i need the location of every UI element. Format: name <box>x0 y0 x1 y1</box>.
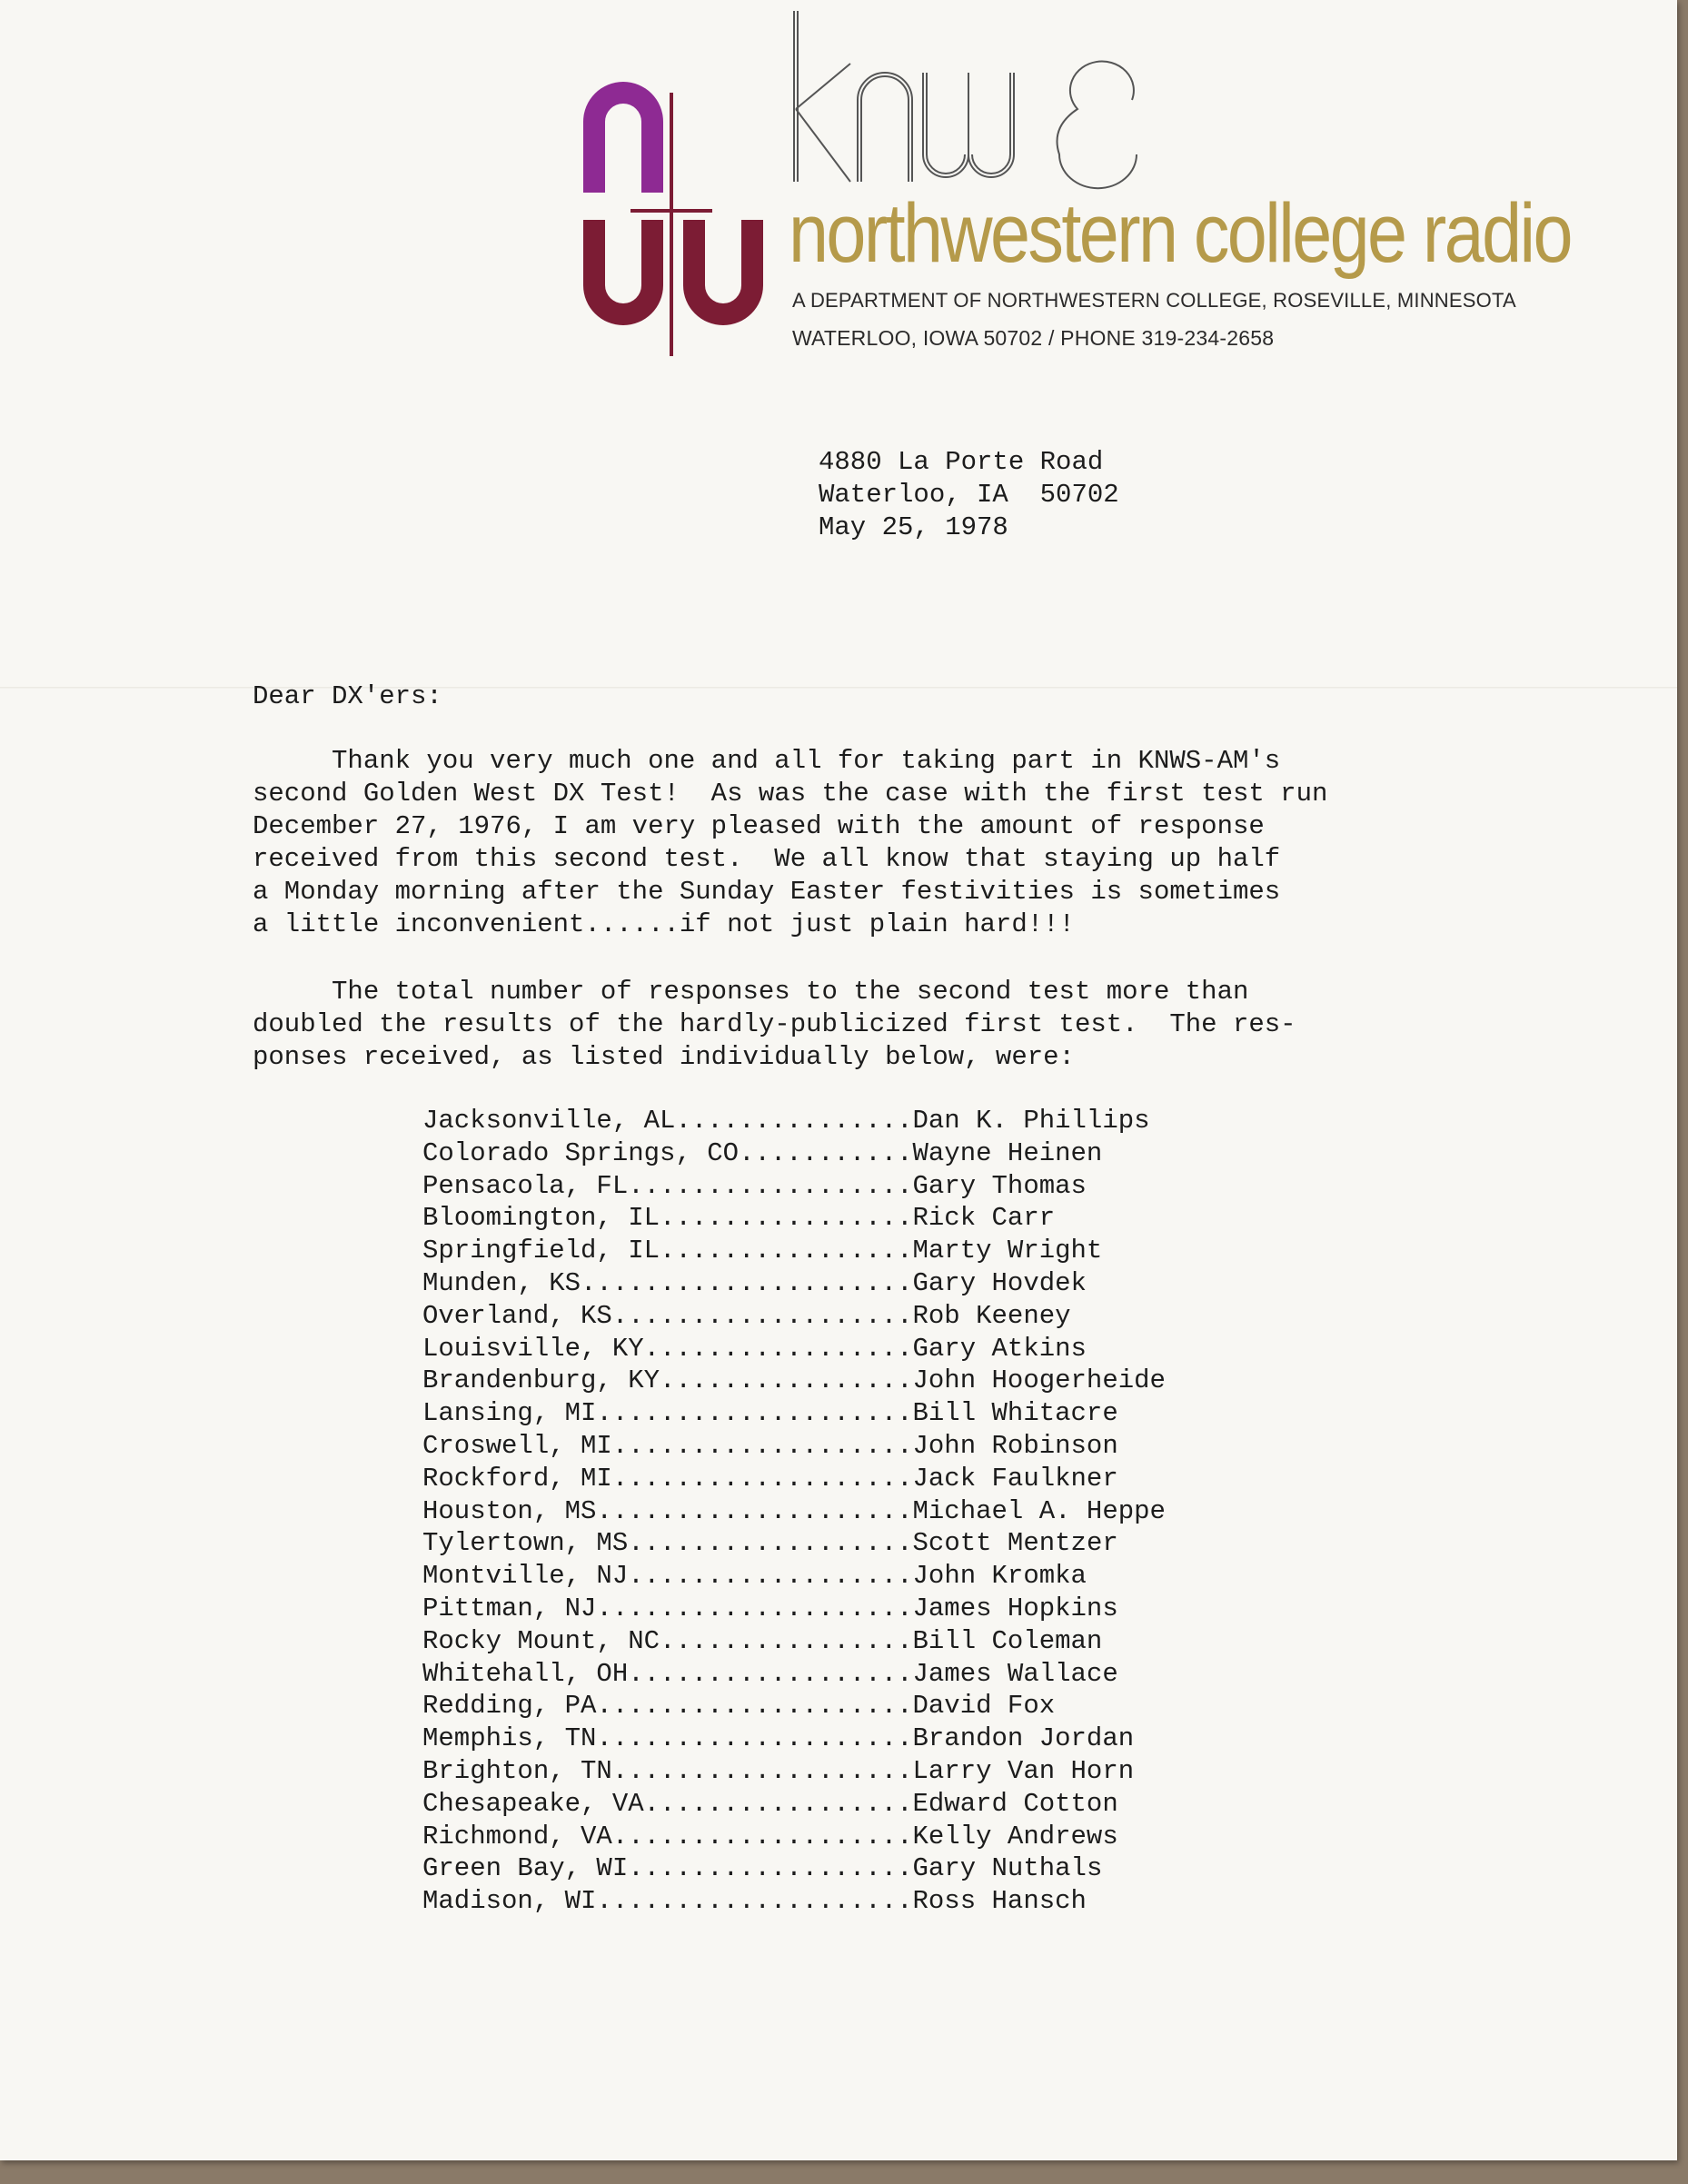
list-item <box>422 1300 1166 1333</box>
paragraph-line: Thank you very much one and all for taking part in KNWS-AM's <box>253 746 1281 776</box>
response-location: Springfield, IL <box>422 1236 660 1266</box>
dot-leader: .................. <box>628 1853 913 1884</box>
response-name: Gary Thomas <box>912 1170 1087 1201</box>
list-item <box>422 1202 1166 1235</box>
response-location: Overland, KS <box>422 1300 612 1331</box>
response-name: Dan K. Phillips <box>912 1106 1150 1136</box>
response-name: Ross Hansch <box>912 1886 1087 1917</box>
dot-leader: .................. <box>628 1561 913 1592</box>
dot-leader: ................... <box>611 1463 913 1494</box>
dot-leader: .................... <box>596 1723 913 1754</box>
salutation: Dear DX'ers: <box>253 681 442 711</box>
response-name: James Hopkins <box>912 1593 1118 1623</box>
list-item <box>422 1722 1166 1755</box>
response-name: Kelly Andrews <box>912 1821 1118 1851</box>
response-location: Memphis, TN <box>422 1723 597 1754</box>
dot-leader: .................... <box>596 1886 913 1917</box>
list-item <box>422 1755 1166 1788</box>
dot-leader: ................. <box>643 1333 913 1364</box>
dot-leader: ................... <box>611 1755 913 1786</box>
return-street: 4880 La Porte Road <box>819 447 1104 477</box>
dot-leader: ................... <box>611 1430 913 1461</box>
response-name: Gary Atkins <box>912 1333 1087 1364</box>
paragraph-2 <box>253 976 1296 1074</box>
list-item <box>422 1821 1166 1853</box>
department-line: A DEPARTMENT OF NORTHWESTERN COLLEGE, ROSEVILLE, MINNESOTA <box>792 289 1516 312</box>
response-location: Jacksonville, AL <box>422 1106 676 1136</box>
knws-wordmark <box>787 9 1150 191</box>
response-name: Marty Wright <box>912 1236 1103 1266</box>
list-item <box>422 1658 1166 1691</box>
northwestern-college-logo <box>578 74 769 356</box>
response-name: Rick Carr <box>912 1203 1056 1234</box>
station-name: northwestern college radio <box>789 187 1571 280</box>
response-name: Edward Cotton <box>912 1788 1118 1819</box>
response-name: Larry Van Horn <box>912 1755 1135 1786</box>
paragraph-line: doubled the results of the hardly-publicized first test. The res- <box>253 1009 1296 1039</box>
response-name: John Kromka <box>912 1561 1087 1592</box>
response-location: Brandenburg, KY <box>422 1365 660 1396</box>
response-location: Redding, PA <box>422 1691 597 1722</box>
response-name: Wayne Heinen <box>912 1137 1103 1168</box>
dot-leader: ................ <box>660 1236 913 1266</box>
response-list <box>422 1105 1166 1918</box>
response-location: Rockford, MI <box>422 1463 612 1494</box>
dot-leader: .................... <box>596 1691 913 1722</box>
dot-leader: .................... <box>596 1398 913 1429</box>
list-item <box>422 1560 1166 1593</box>
response-name: John Robinson <box>912 1430 1118 1461</box>
list-item <box>422 1885 1166 1918</box>
list-item <box>422 1137 1166 1170</box>
response-location: Bloomington, IL <box>422 1203 660 1234</box>
dot-leader: ..................... <box>581 1267 913 1298</box>
response-name: Brandon Jordan <box>912 1723 1135 1754</box>
list-item <box>422 1788 1166 1821</box>
dot-leader: ................ <box>660 1365 913 1396</box>
paragraph-line: ponses received, as listed individually below, were: <box>253 1042 1075 1072</box>
list-item <box>422 1333 1166 1365</box>
list-item <box>422 1267 1166 1300</box>
response-location: Tylertown, MS <box>422 1528 629 1559</box>
response-location: Brighton, TN <box>422 1755 612 1786</box>
response-name: Bill Whitacre <box>912 1398 1118 1429</box>
dot-leader: ................ <box>660 1203 913 1234</box>
response-location: Green Bay, WI <box>422 1853 629 1884</box>
list-item <box>422 1495 1166 1528</box>
return-city: Waterloo, IA 50702 <box>819 480 1119 510</box>
response-name: John Hoogerheide <box>912 1365 1166 1396</box>
paragraph-line: December 27, 1976, I am very pleased with the amount of response <box>253 811 1265 841</box>
list-item <box>422 1365 1166 1397</box>
letter-date: May 25, 1978 <box>819 512 1008 542</box>
response-location: Munden, KS <box>422 1267 581 1298</box>
return-address <box>819 446 1119 544</box>
list-item <box>422 1690 1166 1722</box>
letterhead-address: WATERLOO, IOWA 50702 / PHONE 319-234-2658 <box>792 326 1275 350</box>
list-item <box>422 1593 1166 1625</box>
response-name: Gary Nuthals <box>912 1853 1103 1884</box>
paragraph-line: received from this second test. We all know that staying up half <box>253 844 1281 874</box>
paragraph-line: The total number of responses to the second test more than <box>253 977 1249 1007</box>
response-name: David Fox <box>912 1691 1056 1722</box>
dot-leader: ................. <box>643 1788 913 1819</box>
list-item <box>422 1463 1166 1495</box>
response-location: Lansing, MI <box>422 1398 597 1429</box>
response-location: Chesapeake, VA <box>422 1788 644 1819</box>
list-item <box>422 1527 1166 1560</box>
dot-leader: .................. <box>628 1528 913 1559</box>
list-item <box>422 1170 1166 1203</box>
list-item <box>422 1235 1166 1267</box>
response-location: Louisville, KY <box>422 1333 644 1364</box>
paragraph-line: a Monday morning after the Sunday Easter festivities is sometimes <box>253 877 1281 907</box>
dot-leader: .................... <box>596 1593 913 1623</box>
paper-fold-crease <box>0 687 1677 689</box>
response-name: Jack Faulkner <box>912 1463 1118 1494</box>
dot-leader: ............... <box>675 1106 913 1136</box>
dot-leader: .................. <box>628 1658 913 1689</box>
list-item <box>422 1397 1166 1430</box>
response-location: Richmond, VA <box>422 1821 612 1851</box>
response-location: Madison, WI <box>422 1886 597 1917</box>
response-location: Whitehall, OH <box>422 1658 629 1689</box>
list-item <box>422 1430 1166 1463</box>
list-item <box>422 1852 1166 1885</box>
response-location: Montville, NJ <box>422 1561 629 1592</box>
dot-leader: ................... <box>611 1300 913 1331</box>
response-location: Colorado Springs, CO <box>422 1137 740 1168</box>
dot-leader: .................... <box>596 1495 913 1526</box>
response-name: Scott Mentzer <box>912 1528 1118 1559</box>
response-location: Pensacola, FL <box>422 1170 629 1201</box>
dot-leader: ................... <box>611 1821 913 1851</box>
paragraph-line: second Golden West DX Test! As was the case with the first test run <box>253 779 1328 809</box>
dot-leader: ........... <box>739 1137 913 1168</box>
list-item <box>422 1625 1166 1658</box>
response-location: Houston, MS <box>422 1495 597 1526</box>
dot-leader: .................. <box>628 1170 913 1201</box>
response-location: Rocky Mount, NC <box>422 1625 660 1656</box>
response-location: Pittman, NJ <box>422 1593 597 1623</box>
dot-leader: ................ <box>660 1625 913 1656</box>
list-item <box>422 1105 1166 1137</box>
response-name: Bill Coleman <box>912 1625 1103 1656</box>
response-name: Rob Keeney <box>912 1300 1071 1331</box>
response-name: Michael A. Heppe <box>912 1495 1166 1526</box>
response-name: Gary Hovdek <box>912 1267 1087 1298</box>
paragraph-1 <box>253 745 1327 941</box>
response-location: Croswell, MI <box>422 1430 612 1461</box>
paragraph-line: a little inconvenient......if not just plain hard!!! <box>253 909 1075 939</box>
response-name: James Wallace <box>912 1658 1118 1689</box>
